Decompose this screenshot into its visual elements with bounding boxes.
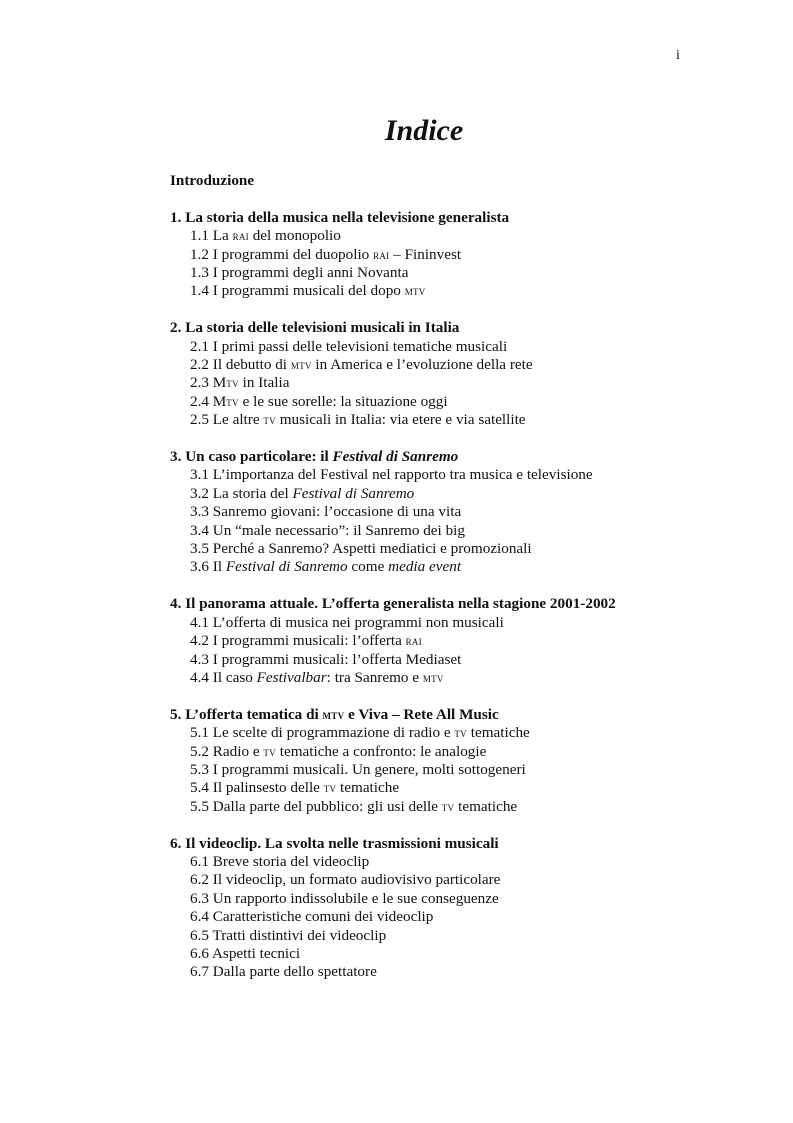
chapter-title bbox=[170, 595, 730, 613]
text-segment: 6.6 Aspetti tecnici bbox=[190, 944, 301, 962]
toc-entry bbox=[170, 227, 730, 245]
toc-introduction: Introduzione bbox=[170, 172, 255, 189]
text-segment: e Viva – Rete All Music bbox=[344, 705, 499, 723]
text-segment: 6.4 Caratteristiche comuni dei videoclip bbox=[190, 908, 434, 926]
toc-entry bbox=[170, 963, 730, 981]
small-caps-text: mtv bbox=[322, 706, 345, 722]
text-segment: 5.1 Le scelte di programmazione di radio e bbox=[190, 724, 455, 742]
toc-entry bbox=[170, 466, 730, 484]
text-segment: 3.1 L’importanza del Festival nel rapporto tra musica e televisione bbox=[190, 466, 593, 484]
text-segment: 4.1 L’offerta di musica nei programmi non musicali bbox=[190, 613, 504, 631]
small-caps-text: tv bbox=[441, 798, 455, 814]
toc-entry bbox=[170, 669, 730, 687]
text-segment: 1.1 La bbox=[190, 227, 233, 245]
italic-text: Festival di Sanremo bbox=[225, 558, 348, 576]
small-caps-text: tv bbox=[323, 780, 337, 796]
chapter-title bbox=[170, 448, 730, 466]
toc-entry bbox=[170, 890, 730, 908]
text-segment: 5. L’offerta tematica di bbox=[170, 705, 323, 723]
text-segment: 6.5 Tratti distintivi dei videoclip bbox=[190, 926, 387, 944]
text-segment: 6.1 Breve storia del videoclip bbox=[190, 852, 370, 870]
text-segment: 1.2 I programmi del duopolio bbox=[190, 245, 374, 263]
small-caps-text: rai bbox=[232, 228, 249, 244]
text-segment: 5.5 Dalla parte del pubblico: gli usi delle bbox=[190, 797, 442, 815]
toc-entry bbox=[170, 743, 730, 761]
text-segment: 4.2 I programmi musicali: l’offerta bbox=[190, 632, 406, 650]
text-segment: 4.3 I programmi musicali: l’offerta Mediaset bbox=[190, 650, 462, 668]
text-segment: 1.4 I programmi musicali del dopo bbox=[190, 282, 405, 300]
small-caps-text: rai bbox=[373, 246, 390, 262]
text-segment: 2.2 Il debutto di bbox=[190, 356, 291, 374]
toc-chapter bbox=[170, 835, 730, 982]
toc-entry bbox=[170, 908, 730, 926]
toc-entry bbox=[170, 411, 730, 429]
text-segment: 2. La storia delle televisioni musicali in Italia bbox=[170, 319, 460, 337]
toc-entry bbox=[170, 264, 730, 282]
toc-chapters bbox=[170, 209, 730, 982]
text-segment: in Italia bbox=[238, 374, 290, 392]
text-segment: 3.4 Un “male necessario”: il Sanremo dei big bbox=[190, 521, 465, 539]
small-caps-text: tv bbox=[226, 393, 239, 409]
text-segment: in America e l’evoluzione della rete bbox=[311, 356, 533, 374]
text-segment: e le sue sorelle: la situazione oggi bbox=[238, 392, 448, 410]
text-segment: come bbox=[347, 558, 389, 576]
text-segment: 5.3 I programmi musicali. Un genere, molti sottogeneri bbox=[190, 760, 526, 778]
text-segment: musicali in Italia: via etere e via satellite bbox=[275, 411, 526, 429]
text-segment: 3.6 Il bbox=[190, 558, 226, 576]
small-caps-text: tv bbox=[263, 743, 276, 759]
small-caps-text: mtv bbox=[422, 669, 444, 685]
toc-chapter bbox=[170, 448, 730, 577]
toc-entry bbox=[170, 558, 730, 576]
page-number: i bbox=[676, 48, 680, 63]
text-segment: 3.3 Sanremo giovani: l’occasione di una vita bbox=[190, 503, 462, 521]
table-of-contents bbox=[170, 172, 730, 1000]
text-segment: tematiche bbox=[454, 797, 518, 815]
text-segment: 4. Il panorama attuale. L’offerta generalista nella stagione 2001-2002 bbox=[170, 595, 616, 613]
chapter-title bbox=[170, 706, 730, 724]
italic-text: media event bbox=[388, 558, 462, 576]
chapter-title bbox=[170, 319, 730, 337]
text-segment: del monopolio bbox=[248, 227, 341, 245]
toc-entry bbox=[170, 724, 730, 742]
text-segment: 6. Il videoclip. La svolta nelle trasmissioni musicali bbox=[170, 834, 499, 852]
toc-entry bbox=[170, 871, 730, 889]
toc-entry bbox=[170, 927, 730, 945]
toc-chapter bbox=[170, 706, 730, 816]
text-segment: tematiche bbox=[466, 724, 530, 742]
text-segment: 3. Un caso particolare: il bbox=[170, 448, 333, 466]
text-segment: 4.4 Il caso bbox=[190, 668, 257, 686]
small-caps-text: tv bbox=[263, 412, 276, 428]
toc-chapter bbox=[170, 209, 730, 301]
small-caps-text: mtv bbox=[404, 283, 426, 299]
italic-text: Festival di Sanremo bbox=[292, 484, 415, 502]
italic-text: Festivalbar bbox=[256, 668, 327, 686]
text-segment: 3.5 Perché a Sanremo? Aspetti mediatici e promozionali bbox=[190, 540, 532, 558]
text-segment: 1. La storia della musica nella televisione generalista bbox=[170, 208, 510, 226]
toc-entry bbox=[170, 761, 730, 779]
text-segment: 5.4 Il palinsesto delle bbox=[190, 779, 324, 797]
text-segment: 5.2 Radio e bbox=[190, 742, 264, 760]
text-segment: 6.7 Dalla parte dello spettatore bbox=[190, 963, 377, 981]
text-segment: 2.1 I primi passi delle televisioni tematiche musicali bbox=[190, 337, 508, 355]
toc-entry bbox=[170, 282, 730, 300]
text-segment: 6.2 Il videoclip, un formato audiovisivo particolare bbox=[190, 871, 501, 889]
small-caps-text: tv bbox=[454, 725, 467, 741]
toc-entry bbox=[170, 338, 730, 356]
text-segment: : tra Sanremo e bbox=[326, 668, 423, 686]
chapter-title bbox=[170, 835, 730, 853]
toc-entry bbox=[170, 779, 730, 797]
toc-entry bbox=[170, 356, 730, 374]
text-segment: 6.3 Un rapporto indissolubile e le sue conseguenze bbox=[190, 889, 499, 907]
text-segment: 2.3 M bbox=[190, 374, 227, 392]
text-segment: tematiche bbox=[336, 779, 400, 797]
text-segment: 3.2 La storia del bbox=[190, 484, 293, 502]
page-title: Indice bbox=[384, 114, 464, 147]
toc-entry bbox=[170, 651, 730, 669]
text-segment: 1.3 I programmi degli anni Novanta bbox=[190, 264, 409, 282]
toc-entry bbox=[170, 540, 730, 558]
toc-entry bbox=[170, 485, 730, 503]
small-caps-text: mtv bbox=[290, 357, 312, 373]
toc-chapter bbox=[170, 595, 730, 687]
text-segment: tematiche a confronto: le analogie bbox=[275, 742, 487, 760]
toc-entry bbox=[170, 853, 730, 871]
chapter-title bbox=[170, 209, 730, 227]
toc-entry bbox=[170, 246, 730, 264]
toc-entry bbox=[170, 798, 730, 816]
small-caps-text: rai bbox=[405, 633, 422, 649]
toc-entry bbox=[170, 614, 730, 632]
toc-entry bbox=[170, 393, 730, 411]
toc-entry bbox=[170, 374, 730, 392]
small-caps-text: tv bbox=[226, 375, 239, 391]
toc-entry bbox=[170, 945, 730, 963]
text-segment: 2.4 M bbox=[190, 392, 227, 410]
toc-entry bbox=[170, 632, 730, 650]
text-segment: 2.5 Le altre bbox=[190, 411, 264, 429]
italic-text: Festival di Sanremo bbox=[332, 448, 459, 466]
text-segment: – Fininvest bbox=[389, 245, 462, 263]
toc-entry bbox=[170, 522, 730, 540]
toc-chapter bbox=[170, 319, 730, 429]
toc-entry bbox=[170, 503, 730, 521]
